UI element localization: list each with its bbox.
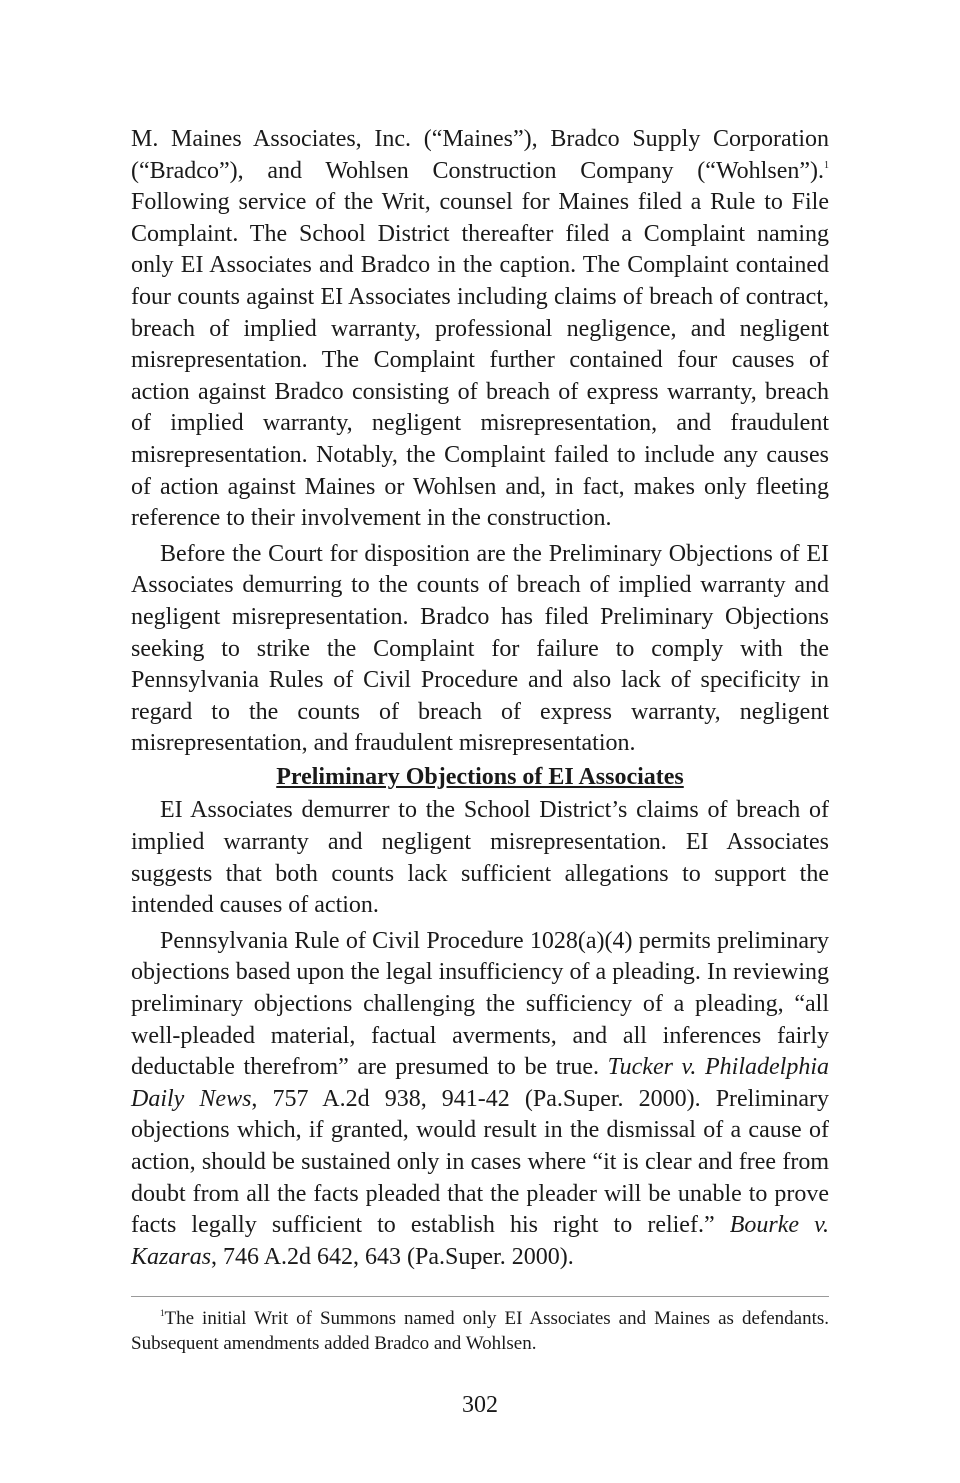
case-citation-bourke: Bourke v. Kazaras	[131, 1212, 830, 1270]
case-citation-tucker: Tucker v. Philadelphia Daily News	[131, 1054, 829, 1112]
footnote-marker: 1	[160, 1308, 165, 1318]
paragraph-4-text-a: Pennsylvania Rule of Civil Procedure 1028(a)(4) permits preliminary objections based upon the legal insufficiency of a pleading. In reviewing preliminary objections challenging the sufficiency of a pleading, “all well-pleaded material, factual averments, and all inferences fairly deductable therefrom” are presumed to be true.	[131, 927, 829, 1081]
footnote-reference[interactable]: 1	[824, 159, 829, 171]
paragraph-2: Before the Court for disposition are the Preliminary Objections of EI Associates demurring to the counts of breach of implied warranty and negligent misrepresentation. Bradco has filed Preliminary Objections seeking to strike the Complaint for failure to comply with the Pennsylvania Rules of Civil Procedure and also lack of specificity in regard to the counts of breach of express warranty, negligent misrepresentation, and fraudulent misrepresentation.	[131, 540, 829, 757]
footnote	[131, 1306, 829, 1356]
paragraph-3: EI Associates demurrer to the School District’s claims of breach of implied warranty and negligent misrepresentation. EI Associates suggests that both counts lack sufficient allegations to support the intended causes of action.	[131, 797, 829, 919]
paragraph-1-text-a: M. Maines Associates, Inc. (“Maines”), Bradco Supply Corporation (“Bradco”), and Wohlsen Construction Company (“Wohlsen”).	[131, 126, 829, 184]
paragraph-4-text-c: , 746 A.2d 642, 643 (Pa.Super. 2000).	[211, 1243, 574, 1270]
paragraph-4-text-b: , 757 A.2d 938, 941-42 (Pa.Super. 2000). Preliminary objections which, if granted, would result in the dismissal of a cause of action, should be sustained only in cases where “it is clear and free from doubt from all the facts pleaded that the pleader will be unable to prove facts legally sufficient to establish his right to relief.”	[131, 1085, 829, 1239]
footnote-divider	[131, 1296, 829, 1297]
footnote-text: The initial Writ of Summons named only EI Associates and Maines as defendants. Subsequent amendments added Bradco and Wohlsen.	[131, 1308, 829, 1354]
section-heading: Preliminary Objections of EI Associates	[276, 763, 684, 790]
paragraph-1-text-b: Following service of the Writ, counsel for Maines filed a Rule to File Complaint. The School District thereafter filed a Complaint naming only EI Associates and Bradco in the caption. The Complaint contained four counts against EI Associates including claims of breach of contract, breach of implied warranty, professional negligence, and negligent misrepresentation. The Complaint further contained four causes of action against Bradco consisting of breach of express warranty, breach of implied warranty, negligent misrepresentation, and fraudulent misrepresentation. Notably, the Complaint failed to include any causes of action against Maines or Wohlsen and, in fact, makes only fleeting reference to their involvement in the construction.	[131, 189, 829, 532]
page-number: 302	[462, 1392, 498, 1418]
paragraph-1	[131, 124, 829, 535]
page-body	[131, 124, 829, 1273]
paragraph-4	[131, 926, 829, 1274]
